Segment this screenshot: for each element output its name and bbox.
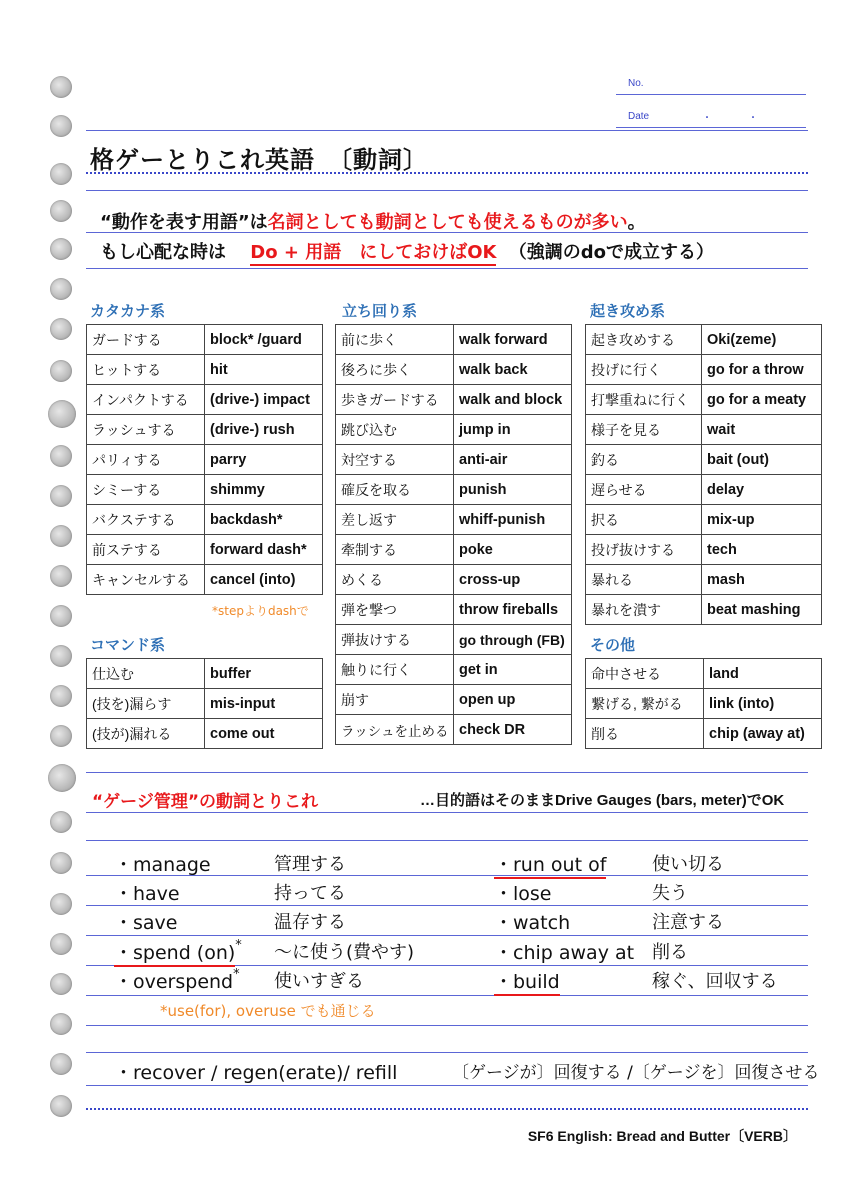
term-english: walk forward	[454, 325, 572, 355]
table-row	[586, 415, 822, 445]
term-japanese: ガードする	[87, 325, 205, 355]
term-japanese: 確反を取る	[336, 475, 454, 505]
binder-hole	[50, 200, 72, 222]
binder-hole	[50, 973, 72, 995]
term-japanese: 対空する	[336, 445, 454, 475]
gauge-meaning: 失う	[652, 883, 688, 904]
date-separator: ・	[702, 113, 712, 124]
gauge-verb-run-out	[494, 850, 606, 877]
recover-meaning: 〔ゲージが〕回復する /〔ゲージを〕回復させる	[452, 1063, 820, 1083]
table-row	[336, 685, 572, 715]
gauge-meaning: 管理する	[274, 854, 346, 875]
gauge-meaning: 稼ぐ、回収する	[652, 971, 778, 992]
term-japanese: 歩きガードする	[336, 385, 454, 415]
binder-hole	[50, 525, 72, 547]
table-row	[87, 475, 323, 505]
table-row	[336, 595, 572, 625]
binder-hole	[50, 115, 72, 137]
term-english: Oki(zeme)	[702, 325, 822, 355]
recover-verbs: ・recover / regen(erate)/ refill	[114, 1062, 398, 1084]
table-row	[336, 445, 572, 475]
term-english: beat mashing	[702, 595, 822, 625]
rule-line	[86, 935, 808, 936]
intro-line-1-end: 。	[627, 212, 646, 233]
gauge-verb: ・manage	[114, 854, 211, 876]
table-row	[586, 385, 822, 415]
term-japanese: ヒットする	[87, 355, 205, 385]
term-japanese: 前に歩く	[336, 325, 454, 355]
table-row	[336, 655, 572, 685]
term-english: chip (away at)	[704, 719, 822, 749]
table-row	[336, 535, 572, 565]
term-english: mis-input	[205, 689, 323, 719]
gauge-verb-spend-text: ・spend (on)	[114, 942, 235, 967]
term-japanese: 投げ抜けする	[586, 535, 702, 565]
table-row	[586, 719, 822, 749]
term-japanese: 投げに行く	[586, 355, 702, 385]
term-japanese: インパクトする	[87, 385, 205, 415]
term-english: whiff-punish	[454, 505, 572, 535]
date-line	[616, 127, 806, 128]
binder-hole	[50, 163, 72, 185]
term-english: land	[704, 659, 822, 689]
section-title-command: コマンド系	[90, 636, 166, 654]
binder-hole	[50, 1013, 72, 1035]
term-english: throw fireballs	[454, 595, 572, 625]
table-row	[586, 659, 822, 689]
term-english: mix-up	[702, 505, 822, 535]
term-japanese: 触りに行く	[336, 655, 454, 685]
term-english: (drive-) impact	[205, 385, 323, 415]
term-english: parry	[205, 445, 323, 475]
katakana-table	[86, 324, 323, 595]
term-english: go for a throw	[702, 355, 822, 385]
table-row	[336, 385, 572, 415]
term-english: walk back	[454, 355, 572, 385]
gauge-verb-build-text: ・build	[494, 971, 560, 996]
table-row	[586, 445, 822, 475]
binder-hole	[50, 278, 72, 300]
okizeme-table	[585, 324, 822, 625]
term-english: mash	[702, 565, 822, 595]
gauge-meaning: 削る	[652, 942, 688, 963]
binder-hole	[50, 685, 72, 707]
binder-hole	[50, 605, 72, 627]
rule-line	[86, 1085, 808, 1086]
table-row	[87, 325, 323, 355]
table-row	[336, 415, 572, 445]
dotted-rule	[86, 1108, 808, 1110]
neutral-table	[335, 324, 572, 745]
section-title-other: その他	[590, 636, 636, 654]
intro-line-1	[100, 208, 646, 234]
term-japanese: 削る	[586, 719, 704, 749]
term-japanese: 崩す	[336, 685, 454, 715]
binder-hole	[50, 933, 72, 955]
asterisk: *	[233, 967, 240, 982]
term-japanese: めくる	[336, 565, 454, 595]
table-row	[87, 505, 323, 535]
term-english: go through (FB)	[454, 625, 572, 655]
term-japanese: シミーする	[87, 475, 205, 505]
date-label: Date	[628, 111, 650, 122]
term-english: (drive-) rush	[205, 415, 323, 445]
table-row	[87, 385, 323, 415]
binder-hole	[50, 811, 72, 833]
binder-hole	[50, 318, 72, 340]
binder-hole	[50, 76, 72, 98]
gauge-section-title: “ゲージ管理”の動詞とりこれ	[92, 792, 319, 812]
rule-line	[86, 268, 808, 269]
term-japanese: パリィする	[87, 445, 205, 475]
term-english: backdash*	[205, 505, 323, 535]
overuse-note: *use(for), overuse でも通じる	[160, 1002, 376, 1020]
table-row	[336, 625, 572, 655]
table-row	[87, 659, 323, 689]
gauge-verb-spend	[114, 938, 242, 965]
rule-line	[86, 812, 808, 813]
term-english: cancel (into)	[205, 565, 323, 595]
no-line	[616, 94, 806, 95]
table-row	[87, 355, 323, 385]
term-english: come out	[205, 719, 323, 749]
gauge-verb-run-out-text: ・run out of	[494, 854, 606, 879]
other-table	[585, 658, 822, 749]
binder-hole	[48, 764, 76, 792]
binder-hole	[50, 1053, 72, 1075]
term-japanese: 前ステする	[87, 535, 205, 565]
term-japanese: 起き攻めする	[586, 325, 702, 355]
table-row	[336, 505, 572, 535]
table-row	[336, 325, 572, 355]
intro-line-2-end: （強調のdoで成立する）	[508, 242, 714, 263]
rule-line	[86, 130, 808, 131]
term-japanese: 牽制する	[336, 535, 454, 565]
binder-hole	[50, 725, 72, 747]
rule-line	[86, 995, 808, 996]
table-row	[336, 475, 572, 505]
term-english: link (into)	[704, 689, 822, 719]
gauge-meaning: 持ってる	[274, 883, 346, 904]
gauge-verb: ・lose	[494, 883, 552, 905]
table-row	[87, 535, 323, 565]
term-japanese: 打撃重ねに行く	[586, 385, 702, 415]
gauge-verb: ・have	[114, 883, 180, 905]
table-row	[87, 565, 323, 595]
dash-note: *stepよりdashで	[212, 604, 309, 618]
term-english: buffer	[205, 659, 323, 689]
gauge-verb: ・save	[114, 912, 178, 934]
term-japanese: ラッシュを止める	[336, 715, 454, 745]
command-table	[86, 658, 323, 749]
rule-line	[86, 772, 808, 773]
term-english: wait	[702, 415, 822, 445]
table-row	[586, 535, 822, 565]
term-english: cross-up	[454, 565, 572, 595]
term-english: go for a meaty	[702, 385, 822, 415]
rule-line	[86, 1052, 808, 1053]
table-row	[586, 565, 822, 595]
table-row	[336, 355, 572, 385]
term-japanese: 命中させる	[586, 659, 704, 689]
term-japanese: 暴れる	[586, 565, 702, 595]
gauge-verb: ・watch	[494, 912, 571, 934]
binder-hole	[50, 645, 72, 667]
term-japanese: 様子を見る	[586, 415, 702, 445]
table-row	[586, 325, 822, 355]
term-english: poke	[454, 535, 572, 565]
term-japanese: 択る	[586, 505, 702, 535]
term-japanese: 後ろに歩く	[336, 355, 454, 385]
term-english: shimmy	[205, 475, 323, 505]
gauge-meaning: ～に使う(費やす)	[274, 942, 415, 963]
term-japanese: (技が)漏れる	[87, 719, 205, 749]
rule-line	[86, 905, 808, 906]
binder-hole	[50, 893, 72, 915]
section-title-neutral: 立ち回り系	[342, 302, 418, 320]
table-row	[87, 415, 323, 445]
footer-caption: SF6 English: Bread and Butter〔VERB〕	[527, 1128, 797, 1144]
term-japanese: 弾を撃つ	[336, 595, 454, 625]
section-title-katakana: カタカナ系	[90, 302, 166, 320]
table-row	[586, 689, 822, 719]
table-row	[586, 595, 822, 625]
intro-line-2	[100, 238, 714, 264]
intro-line-1-black: “動作を表す用語”は	[100, 212, 268, 233]
page-title: 格ゲーとりこれ英語 〔動詞〕	[90, 146, 428, 174]
term-japanese: 跳び込む	[336, 415, 454, 445]
binder-hole	[50, 852, 72, 874]
term-english: bait (out)	[702, 445, 822, 475]
intro-line-1-red: 名詞としても動詞としても使えるものが多い	[267, 212, 628, 233]
term-japanese: 釣る	[586, 445, 702, 475]
binder-hole	[50, 565, 72, 587]
table-row	[336, 565, 572, 595]
gauge-section-note: …目的語はそのままDrive Gauges (bars, meter)でOK	[420, 792, 785, 809]
term-english: punish	[454, 475, 572, 505]
table-row	[87, 689, 323, 719]
term-english: delay	[702, 475, 822, 505]
table-row	[586, 475, 822, 505]
term-english: block* /guard	[205, 325, 323, 355]
binder-hole	[48, 400, 76, 428]
no-label: No.	[628, 78, 644, 89]
rule-line	[86, 840, 808, 841]
gauge-meaning: 使い切る	[652, 854, 724, 875]
section-title-okizeme: 起き攻め系	[590, 302, 666, 320]
table-row	[336, 715, 572, 745]
intro-line-2-red: Do + 用語 にしておけばOK	[250, 242, 496, 266]
term-english: jump in	[454, 415, 572, 445]
rule-line	[86, 190, 808, 191]
rule-line	[86, 1025, 808, 1026]
term-english: tech	[702, 535, 822, 565]
binder-hole	[50, 360, 72, 382]
term-japanese: ラッシュする	[87, 415, 205, 445]
table-row	[586, 355, 822, 385]
term-english: forward dash*	[205, 535, 323, 565]
term-japanese: 暴れを潰す	[586, 595, 702, 625]
term-japanese: キャンセルする	[87, 565, 205, 595]
term-japanese: 仕込む	[87, 659, 205, 689]
gauge-meaning: 注意する	[652, 912, 724, 933]
term-japanese: 繋げる, 繋がる	[586, 689, 704, 719]
term-english: hit	[205, 355, 323, 385]
term-japanese: 遅らせる	[586, 475, 702, 505]
gauge-verb-build	[494, 967, 560, 994]
table-row	[87, 445, 323, 475]
gauge-verb-overspend-text: ・overspend	[114, 971, 234, 993]
term-japanese: バクステする	[87, 505, 205, 535]
gauge-verb-overspend	[114, 967, 240, 994]
gauge-verb: ・chip away at	[494, 942, 635, 964]
binder-hole	[50, 238, 72, 260]
table-row	[586, 505, 822, 535]
term-english: anti-air	[454, 445, 572, 475]
date-separator: ・	[748, 113, 758, 124]
term-english: walk and block	[454, 385, 572, 415]
binder-hole	[50, 445, 72, 467]
term-japanese: 弾抜けする	[336, 625, 454, 655]
term-english: get in	[454, 655, 572, 685]
term-english: check DR	[454, 715, 572, 745]
gauge-meaning: 温存する	[274, 912, 346, 933]
binder-hole	[50, 485, 72, 507]
binder-hole	[50, 1095, 72, 1117]
term-japanese: (技を)漏らす	[87, 689, 205, 719]
term-japanese: 差し返す	[336, 505, 454, 535]
asterisk: *	[235, 938, 242, 953]
table-row	[87, 719, 323, 749]
gauge-meaning: 使いすぎる	[274, 971, 364, 992]
intro-line-2-black: もし心配な時は	[100, 242, 226, 263]
term-english: open up	[454, 685, 572, 715]
